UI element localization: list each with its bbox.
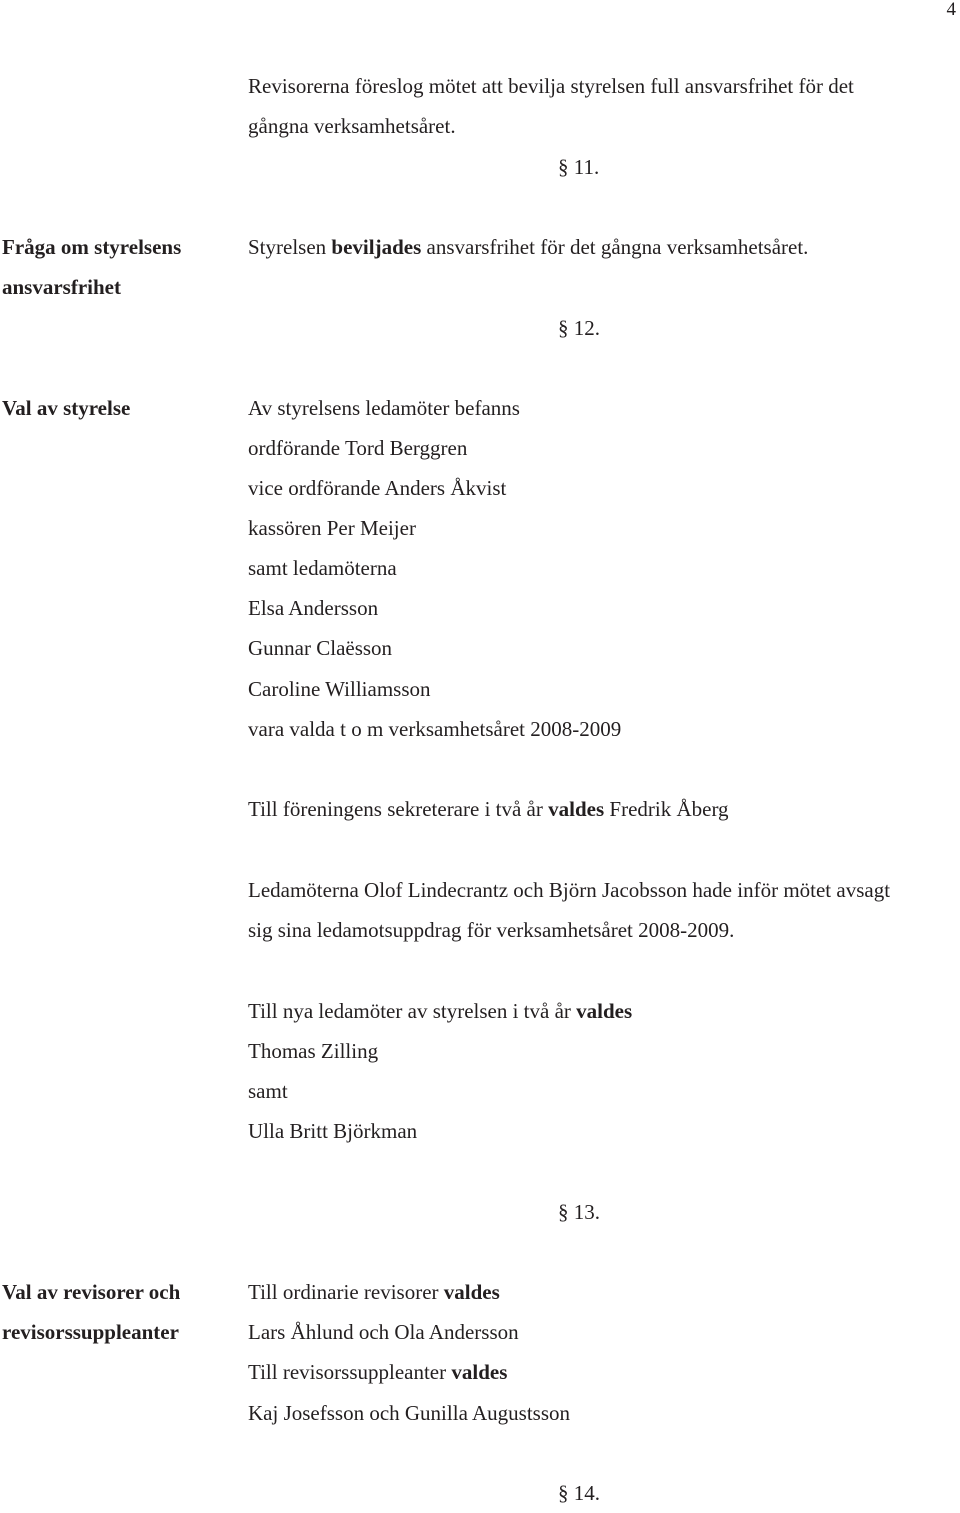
s12-new-members-intro <box>248 991 632 1031</box>
intro-line-1: Revisorerna föreslog mötet att bevilja styrelsen full ansvarsfrihet för det <box>248 74 854 98</box>
section-number-13: § 13. <box>558 1200 600 1224</box>
s12-new-bold: valdes <box>576 999 633 1023</box>
heading-13-line-1: Val av revisorer och <box>2 1280 181 1304</box>
heading-12: Val av styrelse <box>2 396 131 420</box>
s13-auditors: Lars Åhlund och Ola Andersson <box>248 1320 519 1344</box>
s11-text-bold: beviljades <box>331 235 422 259</box>
s12-new-member-2: samt <box>248 1079 288 1103</box>
s12-line-5: samt ledamöterna <box>248 556 397 580</box>
s13-auditors-intro <box>248 1272 500 1312</box>
s12-resigned-line-2: sig sina ledamotsuppdrag för verksamhetsåret 2008-2009. <box>248 918 735 942</box>
section-number-14: § 14. <box>558 1481 600 1505</box>
s11-text-pre: Styrelsen <box>248 235 332 259</box>
s13-aud-bold: valdes <box>443 1280 500 1304</box>
s12-line-1: Av styrelsens ledamöter befanns <box>248 396 520 420</box>
s12-resigned-line-1: Ledamöterna Olof Lindecrantz och Björn Jacobsson hade inför mötet avsagt <box>248 878 891 902</box>
s12-line-4: kassören Per Meijer <box>248 516 416 540</box>
s11-text-post: ansvarsfrihet för det gångna verksamhetsåret. <box>421 235 809 259</box>
s12-secretary-bold: valdes <box>548 797 605 821</box>
s13-dep-bold: valdes <box>451 1360 508 1384</box>
s12-line-3: vice ordförande Anders Åkvist <box>248 476 507 500</box>
s13-deputies-intro <box>248 1352 507 1392</box>
heading-11-line-1: Fråga om styrelsens <box>2 235 182 259</box>
page-number: 4 <box>946 0 956 20</box>
s12-new-member-3: Ulla Britt Björkman <box>248 1119 418 1143</box>
s12-secretary <box>248 789 729 829</box>
intro-line-2: gångna verksamhetsåret. <box>248 114 456 138</box>
s13-dep-pre: Till revisorssuppleanter <box>248 1360 452 1384</box>
s13-deputies: Kaj Josefsson och Gunilla Augustsson <box>248 1401 570 1425</box>
s12-secretary-post: Fredrik Åberg <box>604 797 729 821</box>
s12-line-9: vara valda t o m verksamhetsåret 2008-2009 <box>248 717 622 741</box>
s12-line-8: Caroline Williamsson <box>248 677 431 701</box>
s12-line-2: ordförande Tord Berggren <box>248 436 468 460</box>
s12-new-pre: Till nya ledamöter av styrelsen i två år <box>248 999 577 1023</box>
s11-text <box>248 227 808 267</box>
s12-line-6: Elsa Andersson <box>248 596 379 620</box>
s12-secretary-pre: Till föreningens sekreterare i två år <box>248 797 549 821</box>
heading-11-line-2: ansvarsfrihet <box>2 275 121 299</box>
section-number-12: § 12. <box>558 316 600 340</box>
heading-13-line-2: revisorssuppleanter <box>2 1320 179 1344</box>
section-number-11: § 11. <box>558 155 600 179</box>
s12-line-7: Gunnar Claësson <box>248 636 393 660</box>
s13-aud-pre: Till ordinarie revisorer <box>248 1280 444 1304</box>
s12-new-member-1: Thomas Zilling <box>248 1039 379 1063</box>
